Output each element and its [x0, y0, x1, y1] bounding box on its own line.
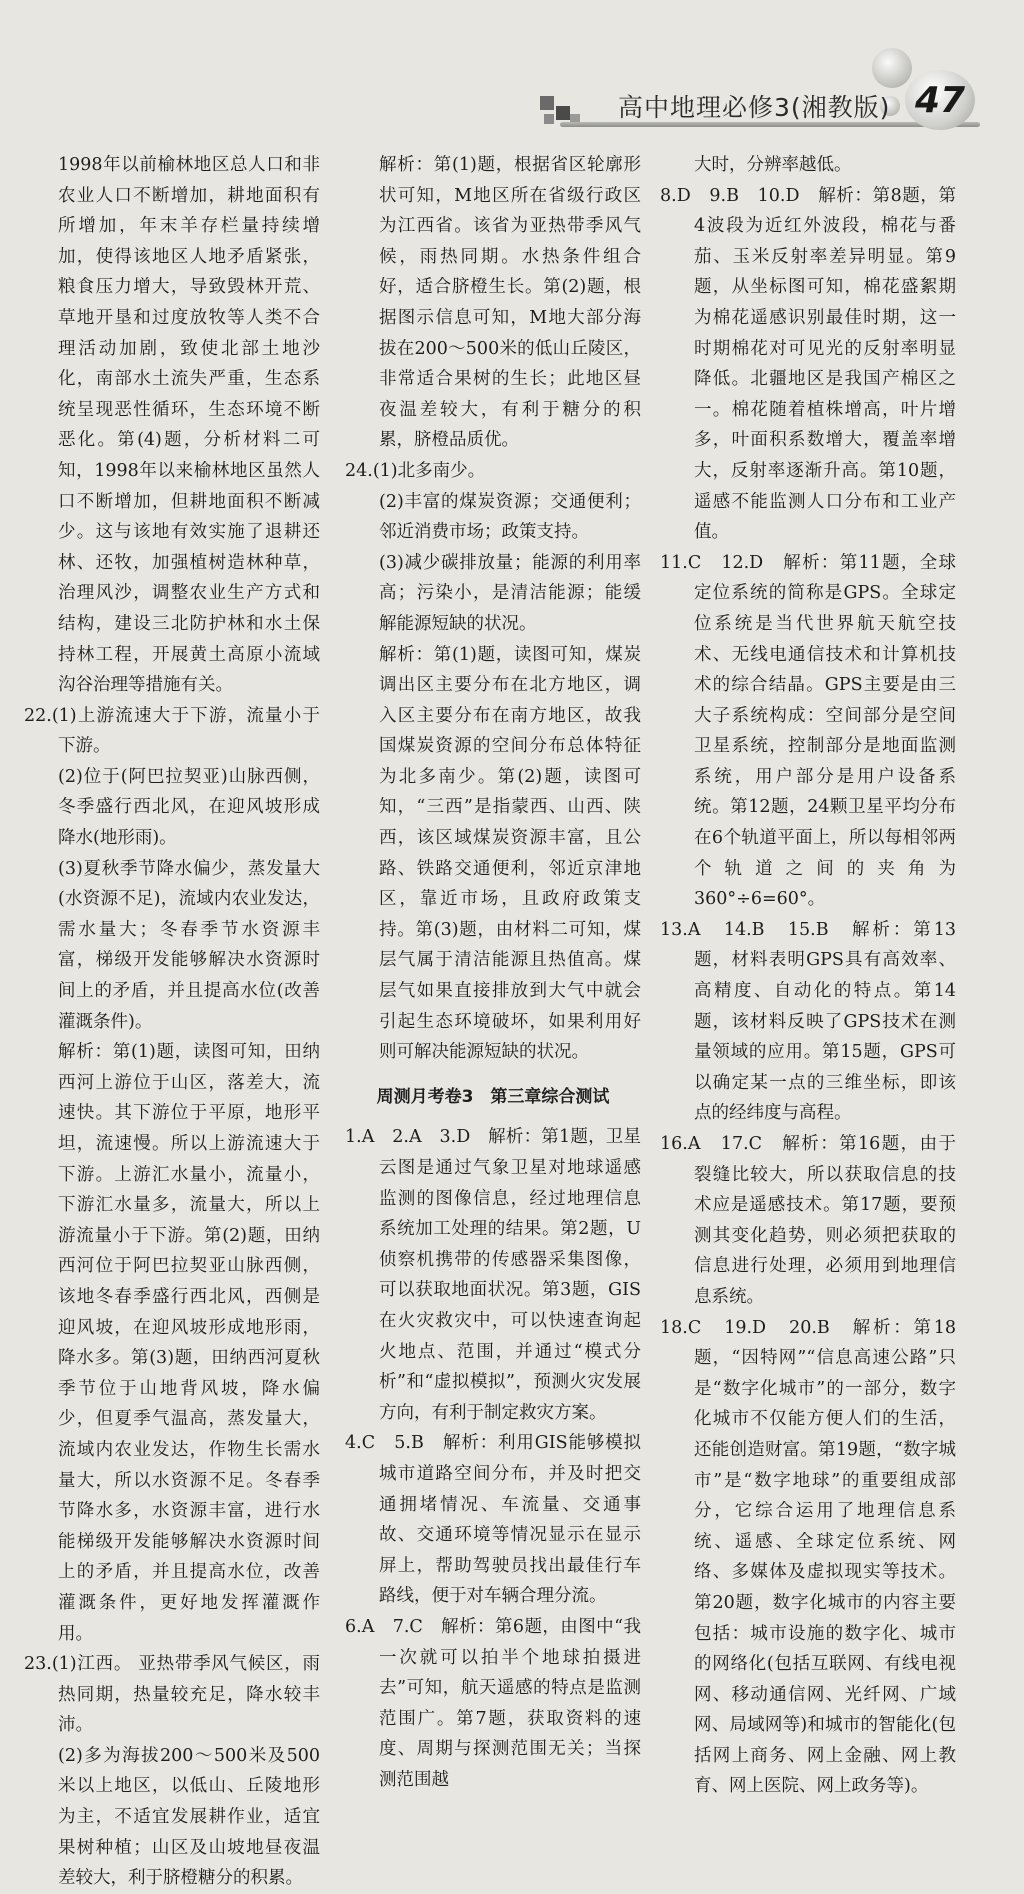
book-title: 高中地理必修3(湘教版) — [618, 93, 891, 122]
answer-paragraph: 13.A 14.B 15.B 解析：第13题，材料表明GPS具有高效率、高精度、自动化的特点。第14题，该材料反映了GPS技术在测量领域的应用。第15题，GPS可以确定某一点的三维坐标，即该点的经纬度与高程。 — [660, 919, 956, 1124]
answer-paragraph: (2)丰富的煤炭资源；交通便利；邻近消费市场；政策支持。 — [379, 491, 641, 543]
page-header — [0, 0, 1024, 150]
answer-paragraph: 解析：第(1)题，读图可知，田纳西河上游位于山区，落差大，流速快。其下游位于平原，地形平坦，流速慢。所以上游流速大于下游。上游汇水量小，流量小，下游汇水量多，流量大，所以上游流量小于下游。第(2)题，田纳西河位于阿巴拉契亚山脉西侧，该地冬春季盛行西北风，西侧是迎风坡，在迎风坡形成地形雨，降水多。第(3)题，田纳西河夏秋季节位于山地背风坡，降水偏少，但夏季气温高，蒸发量大，流域内农业发达，作物生长需水量大，所以水资源不足。冬春季节降水多，水资源丰富，进行水能梯级开发能够解决水资源时间上的矛盾，并且提高水位，改善灌溉条件，更好地发挥灌溉作用。 — [58, 1042, 320, 1644]
page-number: 47 — [914, 79, 966, 121]
answer-paragraph: (3)夏秋季节降水偏少，蒸发量大(水资源不足)，流域内农业发达，需水量大；冬春季节水资源丰富，梯级开发能够解决水资源时间上的矛盾，并且提高水位(改善灌溉条件)。 — [58, 858, 320, 1032]
answer-paragraph: 11.C 12.D 解析：第11题，全球定位系统的简称是GPS。全球定位系统是当代世界航天航空技术、无线电通信技术和计算机技术的综合结晶。GPS主要是由三大子系统构成：空间部分是空间卫星系统，控制部分是地面监测系统，用户部分是用户设备系统。第12题，24颗卫星平均分布在6个轨道平面上，所以每相邻两个轨道之间的夹角为360°÷6=60°。 — [660, 552, 956, 910]
answer-paragraph: (3)减少碳排放量；能源的利用率高；污染小，是清洁能源；能缓解能源短缺的状况。 — [379, 552, 641, 634]
answer-paragraph: (2)位于(阿巴拉契亚)山脉西侧，冬季盛行西北风，在迎风坡形成降水(地形雨)。 — [58, 766, 320, 849]
answer-paragraph: 23.(1)江西。 亚热带季风气候区，雨热同期，热量较充足，降水较丰沛。 — [24, 1654, 320, 1736]
answer-paragraph: 4.C 5.B 解析：利用GIS能够模拟城市道路空间分布，并及时把交通拥堵情况、车流量、交通事故、交通环境等情况显示在显示屏上，帮助驾驶员找出最佳行车路线，便于对车辆合理分流。 — [345, 1433, 641, 1607]
answer-paragraph: 1.A 2.A 3.D 解析：第1题，卫星云图是通过气象卫星对地球遥感监测的图像信息，经过地理信息系统加工处理的结果。第2题，U侦察机携带的传感器采集图像，可以获取地面状况。第3题，GIS在火灾救灾中，可以快速查询起火地点、范围，并通过“模式分析”和“虚拟模拟”，预测火灾发展方向，有利于制定救灾方案。 — [345, 1127, 641, 1423]
section-heading: 周测月考卷3 第三章综合测试 — [376, 1086, 610, 1107]
decorative-bubble-large — [872, 48, 912, 88]
answer-paragraph: 16.A 17.C 解析：第16题，由于裂缝比较大，所以获取信息的技术应是遥感技术。第17题，要预测其变化趋势，则必须把获取的信息进行处理，必须用到地理信息系统。 — [660, 1134, 956, 1307]
answer-paragraph: 解析：第(1)题，读图可知，煤炭调出区主要分布在北方地区，调入区主要分布在南方地区，故我国煤炭资源的空间分布总体特征为北多南少。第(2)题，读图可知，“三西”是指蒙西、山西、陕西，该区域煤炭资源丰富，且公路、铁路交通便利，邻近京津地区，靠近市场，且政府政策支持。第(3)题，由材料二可知，煤层气属于清洁能源且热值高。煤层气如果直接排放到大气中就会引起生态环境破坏，如果利用好则可解决能源短缺的状况。 — [379, 644, 641, 1063]
column-right — [660, 150, 956, 1802]
answer-paragraph: 1998年以前榆林地区总人口和非农业人口不断增加，耕地面积有所增加，年末羊存栏量持续增加，使得该地区人地矛盾紧张，粮食压力增大，导致毁林开荒、草地开垦和过度放牧等人类不合理活动加剧，致使北部土地沙化，南部水土流失严重，生态系统呈现恶性循环，生态环境不断恶化。第(4)题，分析材料二可知，1998年以来榆林地区虽然人口不断增加，但耕地面积不断减少。这与该地有效实施了退耕还林、还牧，加强植树造林种草，治理风沙，调整农业生产方式和结构，建设三北防护林和水土保持林工程，开展黄土高原小流域沟谷治理等措施有关。 — [58, 155, 320, 696]
column-left — [24, 150, 320, 1894]
answer-paragraph: (2)多为海拔200～500米及500米以上地区，以低山、丘陵地形为主，不适宜发展耕作业，适宜果树种植；山区及山坡地昼夜温差较大，利于脐橙糖分的积累。 — [58, 1745, 320, 1889]
answer-paragraph: 22.(1)上游流速大于下游，流量小于下游。 — [24, 705, 320, 757]
answer-paragraph: 18.C 19.D 20.B 解析：第18题，“因特网”“信息高速公路”只是“数字化城市”的一部分，数字化城市不仅能方便人们的生活，还能创造财富。第19题，“数字城市”是“数字地球”的重要组成部分，它综合运用了地理信息系统、遥感、全球定位系统、网络、多媒体及虚拟现实等技术。第20题，数字化城市的内容主要包括：城市设施的数字化、城市的网络化(包括互联网、有线电视网、移动通信网、光纤网、广域网、局域网等)和城市的智能化(包括网上商务、网上金融、网上教育、网上医院、网上政务等)。 — [660, 1317, 956, 1797]
answer-paragraph: 24.(1)北多南少。 — [345, 460, 486, 481]
answer-paragraph: 解析：第(1)题，根据省区轮廓形状可知，M地区所在省级行政区为江西省。该省为亚热带季风气候，雨热同期。水热条件组合好，适合脐橙生长。第(2)题，根据图示信息可知，M地大部分海拔在200～500米的低山丘陵区，非常适合果树的生长；此地区昼夜温差较大，有利于糖分的积累，脐橙品质优。 — [379, 155, 641, 451]
column-middle — [345, 150, 641, 1795]
answer-paragraph: 6.A 7.C 解析：第6题，由图中“我一次就可以拍半个地球拍摄进去”可知，航天遥感的特点是监测范围广。第7题，获取资料的速度、周期与探测范围无关；当探测范围越 — [345, 1616, 641, 1790]
answer-paragraph: 大时，分辨率越低。 — [694, 155, 852, 175]
page-number-badge — [905, 70, 975, 130]
answer-paragraph: 8.D 9.B 10.D 解析：第8题，第4波段为近红外波段，棉花与番茄、玉米反射率差异明显。第9题，从坐标图可知，棉花盛絮期为棉花遥感识别最佳时期，这一时期棉花对可见光的反射率明显降低。北疆地区是我国产棉区之一。棉花随着植株增高，叶片增多，叶面积系数增大，覆盖率增大，反射率逐渐升高。第10题，遥感不能监测人口分布和工业产值。 — [660, 185, 956, 543]
